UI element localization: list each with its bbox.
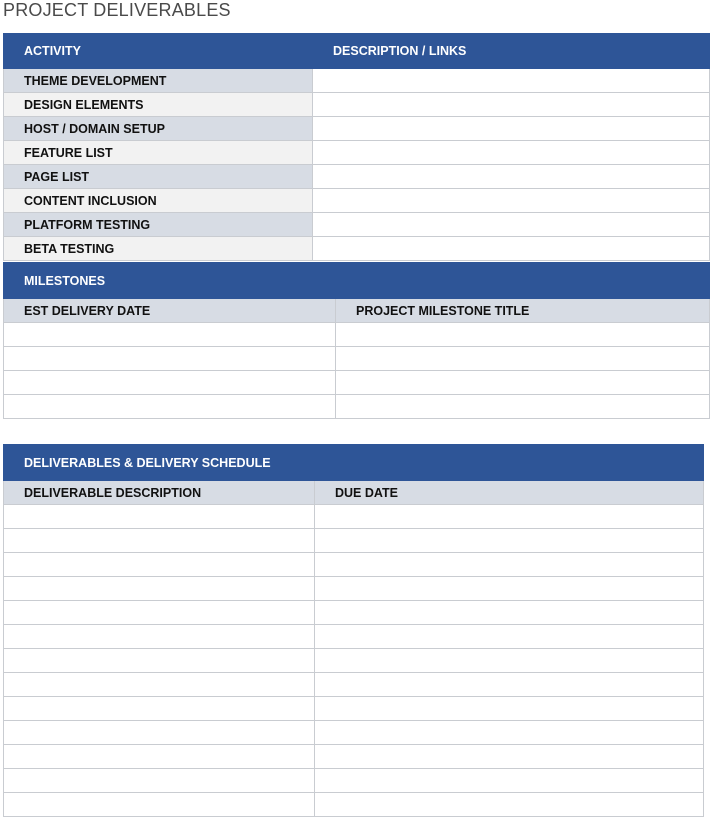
description-cell[interactable] [313,117,710,141]
milestone-title-cell[interactable] [336,347,710,371]
deliverable-description-cell[interactable] [4,721,315,745]
activity-label: HOST / DOMAIN SETUP [4,117,313,141]
due-date-cell[interactable] [315,625,704,649]
milestone-row [4,395,710,419]
deliverables-column-row [4,481,704,505]
deliverable-description-cell[interactable] [4,697,315,721]
activity-label: FEATURE LIST [4,141,313,165]
activity-table [3,33,710,261]
milestone-date-cell[interactable] [4,347,336,371]
milestones-section-title: MILESTONES [4,263,710,299]
milestone-title-header: PROJECT MILESTONE TITLE [336,299,710,323]
due-date-cell[interactable] [315,673,704,697]
deliverable-description-cell[interactable] [4,505,315,529]
milestone-title-cell[interactable] [336,395,710,419]
activity-row [4,93,710,117]
milestone-date-cell[interactable] [4,395,336,419]
activity-label: THEME DEVELOPMENT [4,69,313,93]
milestones-column-row [4,299,710,323]
description-cell[interactable] [313,237,710,261]
activity-row [4,165,710,189]
due-date-header: DUE DATE [315,481,704,505]
deliverable-row [4,601,704,625]
due-date-cell[interactable] [315,505,704,529]
due-date-cell[interactable] [315,793,704,817]
description-cell[interactable] [313,141,710,165]
deliverable-description-cell[interactable] [4,793,315,817]
due-date-cell[interactable] [315,769,704,793]
activity-label: BETA TESTING [4,237,313,261]
due-date-cell[interactable] [315,721,704,745]
deliverable-row [4,673,704,697]
activity-header-row [4,34,710,69]
milestones-table [3,262,710,419]
deliverable-description-cell[interactable] [4,529,315,553]
due-date-cell[interactable] [315,745,704,769]
activity-row [4,141,710,165]
due-date-cell[interactable] [315,553,704,577]
milestone-date-cell[interactable] [4,371,336,395]
est-delivery-date-header: EST DELIVERY DATE [4,299,336,323]
description-cell[interactable] [313,165,710,189]
due-date-cell[interactable] [315,601,704,625]
description-cell[interactable] [313,189,710,213]
deliverable-description-cell[interactable] [4,553,315,577]
activity-label: DESIGN ELEMENTS [4,93,313,117]
deliverable-row [4,553,704,577]
activity-row [4,189,710,213]
deliverable-description-cell[interactable] [4,601,315,625]
due-date-cell[interactable] [315,529,704,553]
description-cell[interactable] [313,93,710,117]
deliverable-row [4,745,704,769]
deliverable-row [4,649,704,673]
activity-label: PAGE LIST [4,165,313,189]
deliverable-description-cell[interactable] [4,577,315,601]
description-cell[interactable] [313,213,710,237]
deliverables-header-row [4,445,704,481]
milestone-date-cell[interactable] [4,323,336,347]
deliverable-row [4,505,704,529]
deliverable-description-cell[interactable] [4,673,315,697]
milestone-row [4,371,710,395]
page-title: PROJECT DELIVERABLES [3,0,231,20]
milestone-title-cell[interactable] [336,371,710,395]
deliverable-row [4,577,704,601]
description-cell[interactable] [313,69,710,93]
deliverable-description-header: DELIVERABLE DESCRIPTION [4,481,315,505]
deliverable-row [4,625,704,649]
deliverable-description-cell[interactable] [4,745,315,769]
deliverable-row [4,697,704,721]
milestone-title-cell[interactable] [336,323,710,347]
description-column-header: DESCRIPTION / LINKS [313,34,710,69]
due-date-cell[interactable] [315,697,704,721]
activity-label: CONTENT INCLUSION [4,189,313,213]
milestone-row [4,323,710,347]
deliverable-row [4,529,704,553]
activity-row [4,213,710,237]
activity-row [4,117,710,141]
milestone-row [4,347,710,371]
due-date-cell[interactable] [315,649,704,673]
deliverable-description-cell[interactable] [4,649,315,673]
deliverable-row [4,721,704,745]
deliverables-table [3,444,704,817]
activity-row [4,237,710,261]
milestones-header-row [4,263,710,299]
due-date-cell[interactable] [315,577,704,601]
activity-label: PLATFORM TESTING [4,213,313,237]
deliverables-section-title: DELIVERABLES & DELIVERY SCHEDULE [4,445,704,481]
deliverable-row [4,769,704,793]
deliverable-description-cell[interactable] [4,769,315,793]
activity-row [4,69,710,93]
activity-column-header: ACTIVITY [4,34,313,69]
deliverable-description-cell[interactable] [4,625,315,649]
deliverable-row [4,793,704,817]
